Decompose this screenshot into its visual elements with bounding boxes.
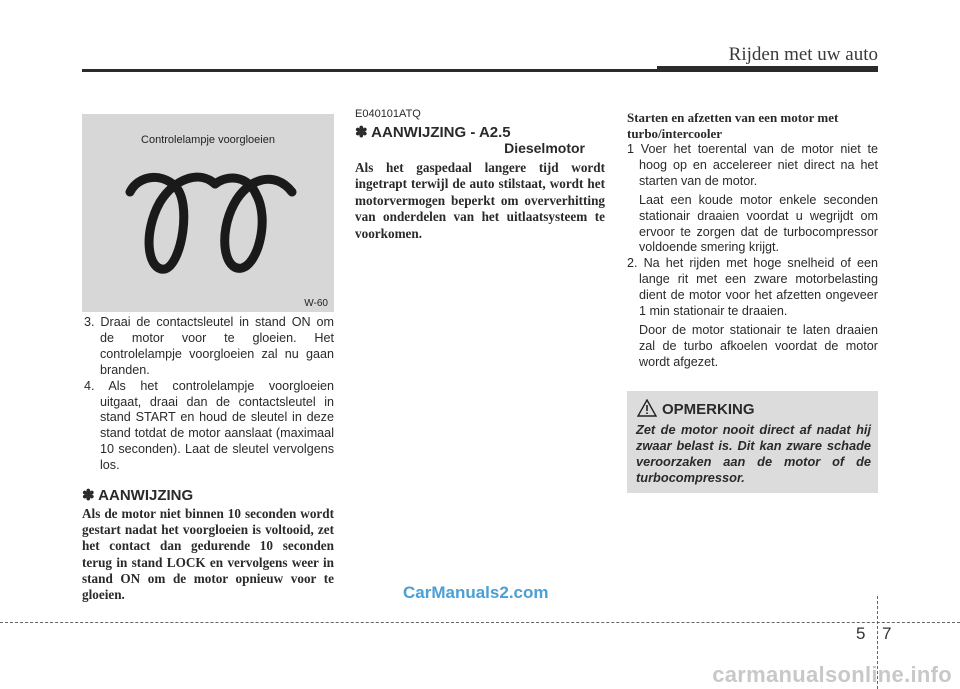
chapter-number: 5 xyxy=(856,624,866,643)
step-4: 4. Als het controlelampje voorgloeien uitgaat, draai dan de contactsleutel in stand START en houd de sleutel in deze stand totdat de motor aanslaat (maximaal 10 seconden). Laat de sleutel vervolgens los. xyxy=(84,378,334,473)
glow-plug-indicator-icon xyxy=(120,164,300,284)
diesel-note-subheading: Dieselmotor xyxy=(504,140,585,156)
note-body: Als de motor niet binnen 10 seconden wordt gestart nadat het voorgloeien is voltooid, zet het contact dan gedurende 10 seconden terug in stand LOCK en vervolgens weer in stand ON om de motor opnieuw voor te gloeien. xyxy=(82,506,334,603)
page-number: 7 xyxy=(882,624,892,643)
turbo-item-2: 2. Na het rijden met hoge snelheid of een lange rit met een zware motorbelasting dient de motor voor het afzetten ongeveer 1 min stationair te draaien. xyxy=(627,256,878,319)
turbo-item-1-cont: Laat een koude motor enkele seconden stationair draaien voordat u wegrijdt om ervoor te zorgen dat de turbocompressor voldoende smering krijgt. xyxy=(639,192,878,255)
watermark-bottom: carmanualsonline.info xyxy=(712,662,952,687)
reference-code: E040101ATQ xyxy=(355,108,421,120)
page-header-title: Rijden met uw auto xyxy=(728,44,878,65)
header-rule-accent xyxy=(657,66,878,72)
note-heading: ✽ AANWIJZING xyxy=(82,487,194,504)
turbo-section-title: Starten en afzetten van een motor met turbo/intercooler xyxy=(627,110,839,141)
step-3: 3. Draai de contactsleutel in stand ON om de motor voor te gloeien. Het controlelampje voorgloeien zal nu gaan branden. xyxy=(84,315,334,377)
diesel-note xyxy=(355,108,605,242)
diesel-note-heading: ✽ AANWIJZING - A2.5 xyxy=(355,124,511,141)
watermark-link-top[interactable]: CarManuals2.com xyxy=(403,583,549,602)
figure-code: W-60 xyxy=(304,298,328,309)
warning-box xyxy=(627,391,878,493)
warning-triangle-icon xyxy=(637,399,657,417)
glow-indicator-figure xyxy=(82,114,334,312)
diesel-note-body: Als het gaspedaal langere tijd wordt ingetrapt terwijl de auto stilstaat, wordt het motorvermogen beperkt om oververhitting van onderdelen van het uitlaatsysteem te voorkomen. xyxy=(355,160,605,241)
start-steps xyxy=(84,315,334,474)
turbo-item-2-cont: Door de motor stationair te laten draaien zal de turbo afkoelen voordat de motor wordt afgezet. xyxy=(639,322,878,369)
turbo-item-1: 1 Voer het toerental van de motor niet te hoog op en accelereer niet direct na het starten van de motor. xyxy=(627,142,878,188)
warning-heading: OPMERKING xyxy=(662,401,755,418)
figure-caption: Controlelampje voorgloeien xyxy=(141,134,275,146)
footer-rule xyxy=(0,622,960,623)
warning-body: Zet de motor nooit direct af nadat hij zwaar belast is. Dit kan zware schade veroorzaken aan de motor of de turbocompressor. xyxy=(636,422,871,485)
turbo-section xyxy=(627,110,878,371)
